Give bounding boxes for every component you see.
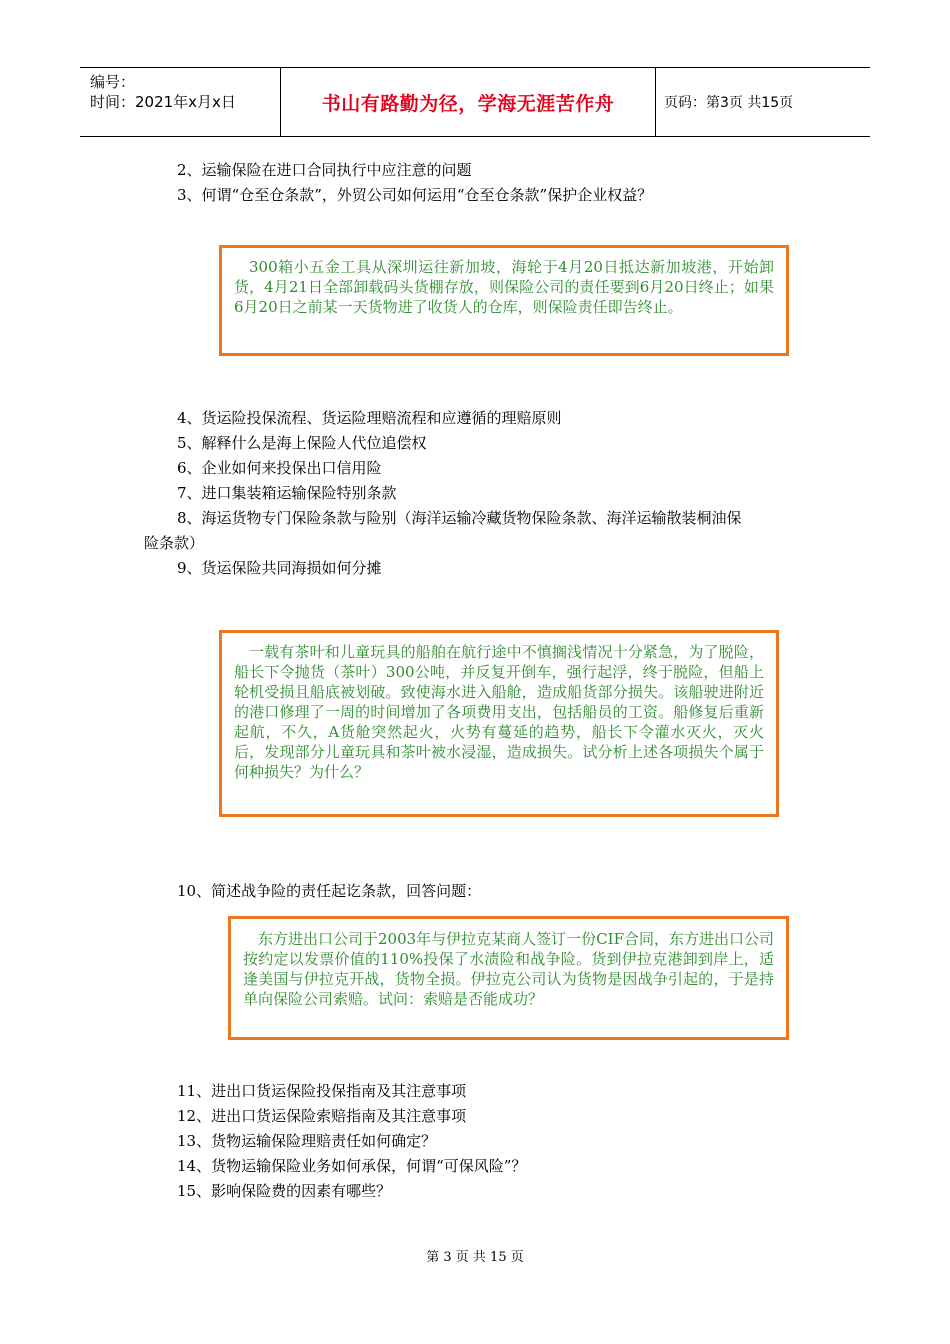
case-box (219, 245, 789, 356)
question-item: 7、进口集装箱运输保险特别条款 (177, 484, 397, 502)
motto-text: 书山有路勤为径，学海无涯苦作舟 (321, 92, 615, 115)
time-label: 时间：2021年x月x日 (90, 93, 236, 111)
question-item: 5、解释什么是海上保险人代位追偿权 (177, 434, 427, 452)
case-text: 300箱小五金工具从深圳运往新加坡，海轮于4月20日抵达新加坡港，开始卸货，4月21日全部卸载码头货棚存放，则保险公司的责任要到6月20日终止；如果6月20日之前某一天货物进了收货人的仓库，则保险责任即告终止。 (234, 258, 774, 316)
page-footer: 第 3 页 共 15 页 (426, 1250, 524, 1265)
question-item: 14、货物运输保险业务如何承保，何谓“可保风险”？ (177, 1157, 527, 1175)
header-motto (281, 68, 656, 136)
question-item: 9、货运保险共同海损如何分摊 (177, 559, 382, 577)
question-item: 10、简述战争险的责任起讫条款，回答问题： (177, 882, 482, 900)
question-item: 2、运输保险在进口合同执行中应注意的问题 (177, 161, 472, 179)
case-text: 东方进出口公司于2003年与伊拉克某商人签订一份CIF合同，东方进出口公司按约定以发票价值的110%投保了水渍险和战争险。货到伊拉克港卸到岸上，适逢美国与伊拉克开战，货物全损。伊拉克公司认为货物是因战争引起的，于是持单向保险公司索赔。试问：索赔是否能成功？ (243, 930, 774, 1008)
question-item: 3、何谓“仓至仓条款”，外贸公司如何运用“仓至仓条款”保护企业权益？ (177, 186, 653, 204)
number-label: 编号： (90, 73, 136, 91)
header-meta (80, 68, 281, 136)
question-item: 6、企业如何来投保出口信用险 (177, 459, 382, 477)
page-label: 页码：第3页 共15页 (664, 95, 794, 111)
question-item: 4、货运险投保流程、货运险理赔流程和应遵循的理赔原则 (177, 409, 562, 427)
question-item-continued: 险条款） (144, 534, 205, 552)
question-item: 11、进出口货运保险投保指南及其注意事项 (177, 1082, 467, 1100)
question-item: 8、海运货物专门保险条款与险别（海洋运输冷藏货物保险条款、海洋运输散装桐油保 (177, 509, 742, 527)
case-text: 一载有茶叶和儿童玩具的船舶在航行途中不慎搁浅情况十分紧急，为了脱险，船长下令抛货（茶叶）300公吨，并反复开倒车，强行起浮，终于脱险，但船上轮机受损且船底被划破。致使海水进入船舱，造成船货部分损失。该船驶进附近的港口修理了一周的时间增加了各项费用支出，包括船员的工资。船修复后重新起航，不久，A货舱突然起火，火势有蔓延的趋势，船长下令灌水灭火，灭火后，发现部分儿童玩具和茶叶被水浸湿，造成损失。试分析上述各项损失个属于何种损失？为什么？ (234, 643, 764, 781)
case-box (219, 630, 779, 817)
header-page-info (656, 68, 870, 136)
page-header (80, 67, 870, 137)
question-item: 13、货物运输保险理赔责任如何确定？ (177, 1132, 437, 1150)
question-item: 15、影响保险费的因素有哪些？ (177, 1182, 392, 1200)
question-item: 12、进出口货运保险索赔指南及其注意事项 (177, 1107, 467, 1125)
case-box (228, 916, 789, 1040)
